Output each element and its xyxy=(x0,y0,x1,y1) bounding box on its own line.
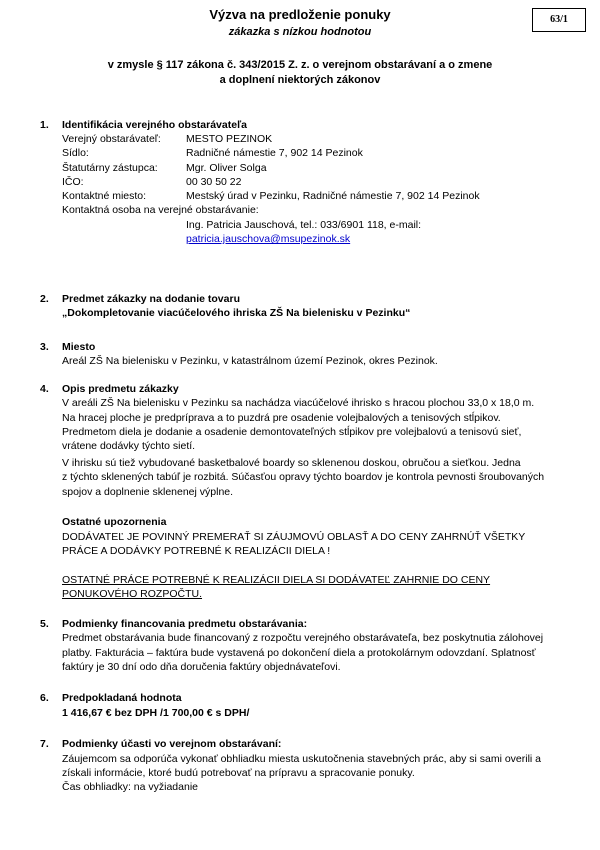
notice-line: DODÁVATEĽ JE POVINNÝ PREMERAŤ SI ZÁUJMOVÚ OBLASŤ A DO CENY ZAHRNÚŤ VŠETKY xyxy=(62,531,526,543)
description-line: vrátene dodávky týchto sietí. xyxy=(62,440,196,452)
seat-label: Sídlo: xyxy=(62,147,89,159)
reference-number: 63/1 xyxy=(550,14,568,25)
description-line: Na hracej ploche je predpríprava a to puzdrá pre osadenie volejbalových a tenisových stĺpikov. xyxy=(62,412,501,424)
contact-email-link[interactable]: patricia.jauschova@msupezinok.sk xyxy=(186,233,351,245)
section-6-heading: Predpokladaná hodnota xyxy=(62,692,182,704)
statutory-rep-value: Mgr. Oliver Solga xyxy=(186,162,267,174)
description-line: z týchto sklenených tabúľ je rozbitá. Súčasťou opravy týchto boardov je kontrola pevnosti šroubovaných xyxy=(62,471,545,483)
section-5-heading: Podmienky financovania predmetu obstarávania: xyxy=(62,618,308,630)
notice-line: PRÁCE A DODÁVKY POTREBNÉ K REALIZÁCII DIELA ! xyxy=(62,545,331,557)
section-1-number: 1. xyxy=(40,119,49,131)
contracting-authority-label: Verejný obstarávateľ: xyxy=(62,133,161,145)
document-title: Výzva na predloženie ponuky xyxy=(209,7,391,22)
reference-number-box xyxy=(532,8,586,32)
estimated-value: 1 416,67 € bez DPH /1 700,00 € s DPH/ xyxy=(62,707,250,719)
section-4-heading: Opis predmetu zákazky xyxy=(62,383,179,395)
ico-value: 00 30 50 22 xyxy=(186,176,242,188)
section-3-number: 3. xyxy=(40,341,49,353)
description-line: V areáli ZŠ Na bielenisku v Pezinku sa nachádza viacúčelové ihrisko s hracou plochou 33,0 x 18,0 m. xyxy=(62,397,535,409)
statutory-rep-label: Štatutárny zástupca: xyxy=(62,162,158,174)
financing-line: Predmet obstarávania bude financovaný z rozpočtu verejného obstarávateľa, bez poskytnutia zálohovej xyxy=(62,632,544,644)
contact-point-value: Mestský úrad v Pezinku, Radničné námestie 7, 902 14 Pezinok xyxy=(186,190,480,202)
section-2-heading: Predmet zákazky na dodanie tovaru xyxy=(62,293,240,305)
contracting-authority-value: MESTO PEZINOK xyxy=(186,133,273,145)
section-3-heading: Miesto xyxy=(62,341,96,353)
section-6-number: 6. xyxy=(40,692,49,704)
law-reference-line-1: v zmysle § 117 zákona č. 343/2015 Z. z. o verejnom obstarávaní a o zmene xyxy=(107,59,493,71)
section-4-number: 4. xyxy=(40,383,49,395)
contact-person-label: Kontaktná osoba na verejné obstarávanie: xyxy=(62,204,259,216)
law-reference-line-2: a doplnení niektorých zákonov xyxy=(219,74,381,86)
location-text: Areál ZŠ Na bielenisku v Pezinku, v katastrálnom území Pezinok, okres Pezinok. xyxy=(62,355,438,367)
description-line: Predmetom diela je dodanie a osadenie demontovateľných stĺpikov pre volejbalovú a tenisovú sieť, xyxy=(62,426,522,438)
financing-line: platby. Fakturácia – faktúra bude vystavená po dokončení diela a protokolárnym odovzdaní. Splatnosť xyxy=(62,647,536,659)
document-subtitle: zákazka s nízkou hodnotou xyxy=(228,26,372,38)
description-line: V ihrisku sú tiež vybudované basketbalové boardy so sklenenou doskou, obručou a sieťkou. Jedna xyxy=(62,457,521,469)
section-7-number: 7. xyxy=(40,738,49,750)
notice-heading: Ostatné upozornenia xyxy=(62,516,167,528)
seat-value: Radničné námestie 7, 902 14 Pezinok xyxy=(186,147,363,159)
other-works-line: PONUKOVÉHO ROZPOČTU. xyxy=(62,588,203,600)
section-2-number: 2. xyxy=(40,293,49,305)
section-5-number: 5. xyxy=(40,618,49,630)
section-1-heading: Identifikácia verejného obstarávateľa xyxy=(62,119,247,131)
participation-line: Záujemcom sa odporúča vykonať obhliadku miesta uskutočnenia stavebných prác, aby si sami overili a xyxy=(62,753,542,765)
section-7-heading: Podmienky účasti vo verejnom obstarávaní: xyxy=(62,738,282,750)
financing-line: faktúry je 30 dní odo dňa doručenia faktúry objednávateľovi. xyxy=(62,661,341,673)
other-works-line: OSTATNÉ PRÁCE POTREBNÉ K REALIZÁCII DIELA SI DODÁVATEĽ ZAHRNIE DO CENY xyxy=(62,574,491,586)
participation-line: získali informácie, ktoré budú potrebovať na prípravu a spracovanie ponuky. xyxy=(62,767,415,779)
description-line: spojov a doplnenie sklenenej výplne. xyxy=(62,486,234,498)
contract-subject: „Dokompletovanie viacúčelového ihriska ZŠ Na bielenisku v Pezinku“ xyxy=(62,307,411,319)
contact-person-value: Ing. Patricia Jauschová, tel.: 033/6901 118, e-mail: xyxy=(186,219,422,231)
participation-line: Čas obhliadky: na vyžiadanie xyxy=(62,781,198,793)
ico-label: IČO: xyxy=(62,176,84,188)
contact-point-label: Kontaktné miesto: xyxy=(62,190,147,202)
